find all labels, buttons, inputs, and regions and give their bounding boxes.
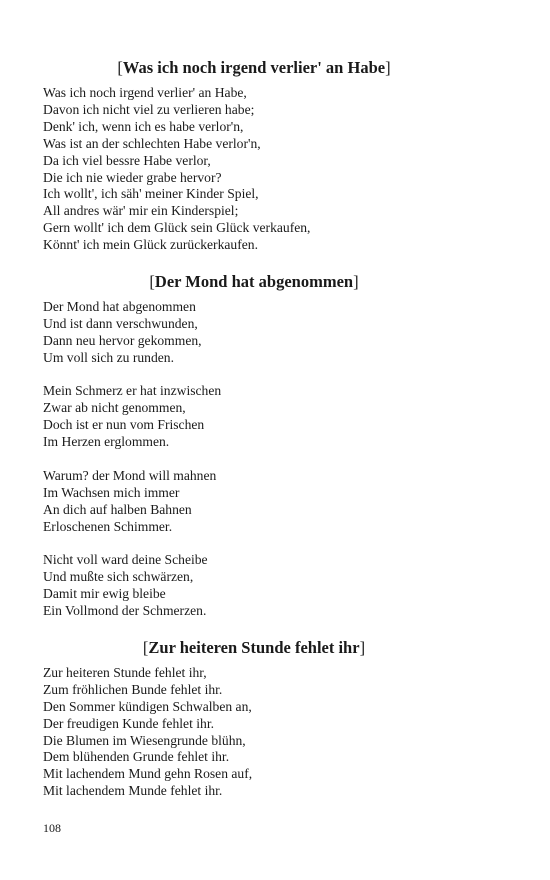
verse-line: All andres wär' mir ein Kinderspiel; [43,203,239,219]
verse-line: An dich auf halben Bahnen [43,501,192,517]
verse-line: Der Mond hat abgenommen [43,299,196,315]
title-bracket-close: ] [359,637,366,657]
stanza [43,665,463,800]
title-bracket-open: [ [142,637,149,657]
verse-line: Doch ist er nun vom Frischen [43,417,205,433]
poem-1 [43,57,463,254]
poem-title-text: Der Mond hat abgenommen [154,272,354,292]
stanza [43,383,463,451]
verse-line: Warum? der Mond will mahnen [43,467,217,483]
verse-line: Damit mir ewig bleibe [43,586,166,602]
page-number: 108 [43,821,61,835]
poem-title [43,271,463,293]
verse-line: Dem blühenden Grunde fehlet ihr. [43,749,230,765]
verse-line: Im Herzen erglommen. [43,434,170,450]
verse-line: Um voll sich zu runden. [43,349,175,365]
verse-line: Mein Schmerz er hat inzwischen [43,383,222,399]
stanza [43,299,463,367]
poem-2 [43,271,463,620]
stanza [43,468,463,536]
verse-line: Zur heiteren Stunde fehlet ihr, [43,664,207,680]
verse-line: Nicht voll ward deine Scheibe [43,552,208,568]
verse-line: Erloschenen Schimmer. [43,518,173,534]
verse-line: Was ich noch irgend verlier' an Habe, [43,85,247,100]
verse-line: Zum fröhlichen Bunde fehlet ihr. [43,681,223,697]
poem-title [43,57,463,79]
verse-line: Könnt' ich mein Glück zurückerkaufen. [43,237,258,253]
title-bracket-open: [ [149,272,155,292]
verse-line: Da ich viel bessre Habe verlor, [43,152,211,168]
verse-line: Im Wachsen mich immer [43,484,180,500]
poem-title [43,637,463,659]
verse-line: Und mußte sich schwärzen, [43,569,194,585]
verse-line: Dann neu hervor gekommen, [43,332,202,348]
verse-line: Die ich nie wieder grabe hervor? [43,169,222,185]
verse-line: Ein Vollmond der Schmerzen. [43,603,207,619]
verse-line: Zwar ab nicht genommen, [43,400,186,416]
page-body [43,57,463,800]
poem-3 [43,637,463,800]
verse-line: Gern wollt' ich dem Glück sein Glück verkaufen, [43,220,311,236]
verse-line: Die Blumen im Wiesengrunde blühn, [43,732,246,748]
verse-line: Der freudigen Kunde fehlet ihr. [43,715,214,731]
title-bracket-close: ] [353,272,359,292]
verse-line: Was ist an der schlechten Habe verlor'n, [43,135,261,151]
verse-line: Davon ich nicht viel zu verlieren habe; [43,101,255,117]
verse-line: Mit lachendem Mund gehn Rosen auf, [43,766,253,782]
verse-line: Mit lachendem Munde fehlet ihr. [43,783,223,799]
poem-title-text: Zur heiteren Stunde fehlet ihr [148,637,360,657]
verse-line: Den Sommer kündigen Schwalben an, [43,698,252,714]
verse-line: Ich wollt', ich säh' meiner Kinder Spiel, [43,186,259,202]
stanza [43,85,463,254]
title-bracket-open: [ [117,58,123,77]
poem-title-text: Was ich noch irgend verlier' an Habe [122,58,386,77]
verse-line: Denk' ich, wenn ich es habe verlor'n, [43,118,244,134]
title-bracket-close: ] [385,58,391,77]
verse-line: Und ist dann verschwunden, [43,315,198,331]
stanza [43,552,463,620]
